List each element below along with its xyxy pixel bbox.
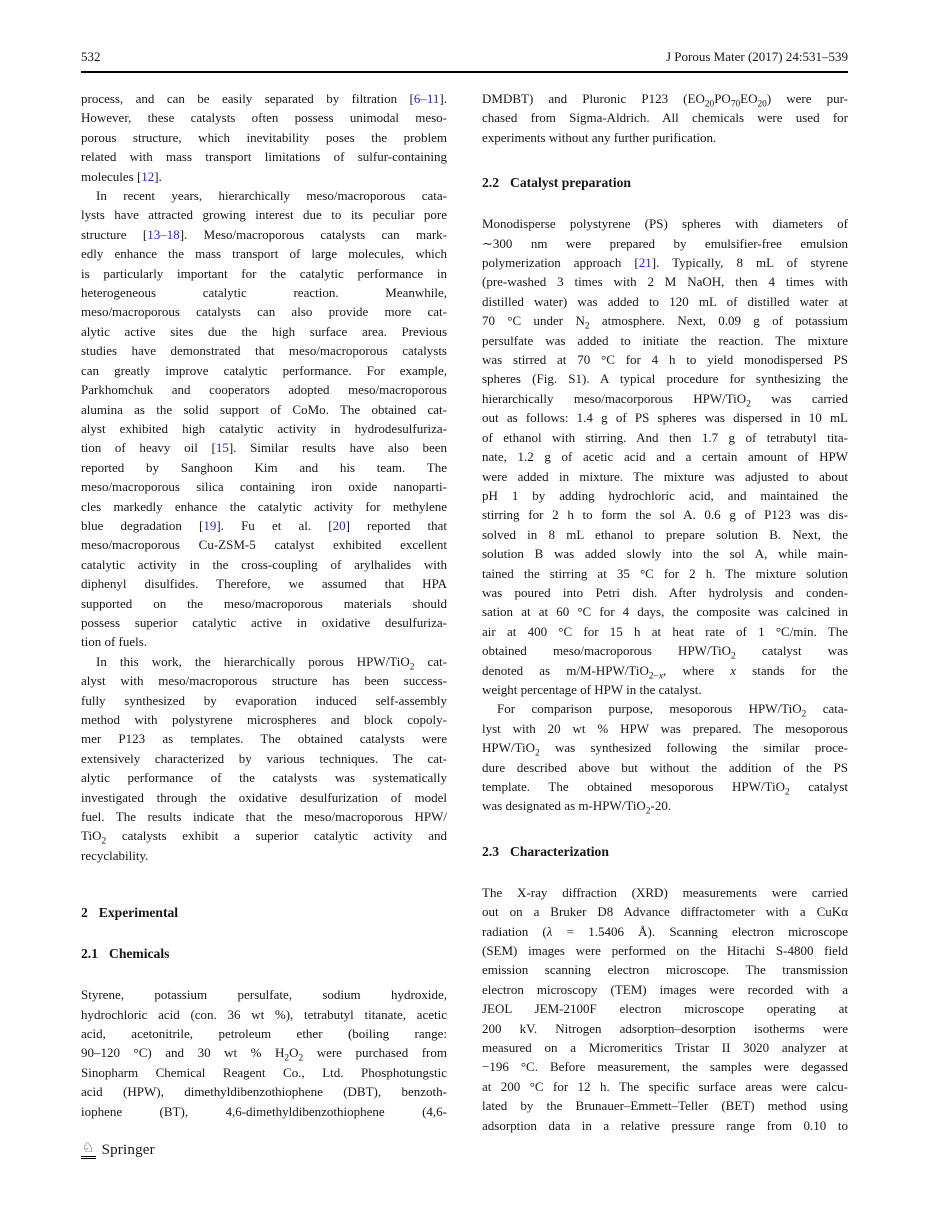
page-header: [81, 49, 848, 64]
paragraph: [81, 89, 447, 186]
section-heading: [482, 173, 848, 192]
text-line: template. The obtained mesoporous HPW/TiO$_2$ catalyst: [482, 779, 848, 797]
text-line: iophene (BT), 4,6-dimethyldibenzothiophene (4,6-: [81, 1103, 447, 1119]
text-line: adsorption data in a relative pressure range from 0.10 to: [482, 1117, 848, 1133]
paragraph: [81, 985, 447, 1121]
text-line: emission scanning electron microscope. The transmission: [482, 962, 848, 978]
text-line: stirring for 2 h to form the sol A. 0.6 g of P123 was dis-: [482, 507, 848, 523]
text-line: hydrochloric acid (con. 36 wt %), tetrabutyl titanate, acetic: [81, 1006, 447, 1022]
text-line: dure described above but without the addition of the PS: [482, 759, 848, 775]
text-line: possess superior catalytic active in oxidative desulfuriza-: [81, 614, 447, 630]
text-line: tion of heavy oil [15]. Similar results have also been: [81, 440, 447, 456]
text-line: diphenyl disulfides. Therefore, we assumed that HPA: [81, 576, 447, 592]
text-line: alyst exhibited high catalytic activity in hydrodesulfuriza-: [81, 420, 447, 436]
text-line: solved in 8 mL ethanol to prepare solution B. Next, the: [482, 526, 848, 542]
section-heading: [482, 842, 848, 861]
text-line: TiO$_2$ catalysts exhibit a superior catalytic activity and: [81, 828, 447, 846]
text-line: were added in mixture. The mixture was adjusted to about: [482, 468, 848, 484]
text-line: catalytic activity in the cross-coupling of arylhalides with: [81, 556, 447, 572]
text-line: method with polystyrene microspheres and block copoly-: [81, 712, 447, 727]
section-title: Chemicals: [109, 946, 170, 962]
text-line: can greatly improve catalytic performance. For example,: [81, 362, 447, 378]
text-line: acid, acetonitrile, petroleum ether (boiling range:: [81, 1026, 447, 1042]
text-line: air at 400 °C for 15 h at heat rate of 1 °C/min. The: [482, 623, 848, 639]
citation-link[interactable]: 19: [203, 517, 217, 533]
section-heading: [81, 903, 447, 922]
publisher-name: Springer: [101, 1142, 155, 1158]
text-line: tion of fuels.: [81, 634, 148, 650]
text-line: HPW/TiO$_2$ was synthesized following the similar proce-: [482, 740, 848, 758]
section-number: 2.3: [482, 843, 499, 859]
citation-link[interactable]: 12: [141, 168, 155, 184]
section-title: Catalyst preparation: [510, 175, 631, 191]
text-line: measured on a Micromeritics Tristar II 3020 analyzer at: [482, 1040, 848, 1056]
section-number: 2.1: [81, 946, 98, 962]
paragraph: [482, 699, 848, 815]
text-line: fuel. The results indicate that the meso/macroporous HPW/: [81, 809, 447, 825]
text-line: was designated as m-HPW/TiO$_2$-20.: [482, 798, 672, 816]
text-line: extensively characterized by various techniques. The cat-: [81, 750, 447, 766]
text-line: 90–120 °C) and 30 wt % $H_2O_2$ were purchased from: [81, 1045, 447, 1063]
text-line: lyst with 20 wt % HPW was prepared. The mesoporous: [482, 720, 848, 736]
text-line: porous structure, which inevitability poses the problem: [81, 129, 447, 145]
text-line: related with mass transport limitations of sulfur-containing: [81, 149, 447, 165]
text-line: Sinopharm Chemical Reagent Co., Ltd. Phosphotungstic: [81, 1064, 447, 1080]
paragraph: [482, 89, 848, 147]
text-line: Styrene, potassium persulfate, sodium hydroxide,: [81, 987, 447, 1003]
text-line: In this work, the hierarchically porous HPW/TiO$_2$ cat-: [96, 653, 447, 672]
text-line: pH 1 by adding hydrochloric acid, and maintained the: [482, 487, 848, 503]
text-line: alyst with meso/macroporous structure has been success-: [81, 673, 447, 689]
springer-horse-icon: ♘: [81, 1141, 96, 1159]
publisher-footer: [81, 1141, 155, 1159]
section-number: 2.2: [482, 175, 499, 191]
journal-reference: J Porous Mater (2017) 24:531–539: [666, 49, 848, 64]
text-line: −196 °C. Before measurement, the samples were degassed: [482, 1059, 848, 1075]
paragraph: [81, 186, 447, 652]
text-line: JEOL JEM-2100F electron microscope operating at: [482, 1001, 848, 1017]
text-line: lated by the Brunauer–Emmett–Teller (BET) method using: [482, 1098, 848, 1114]
text-line: blue degradation [19]. Fu et al. [20] reported that: [81, 517, 447, 533]
text-line: (SEM) images were performed on the Hitachi S-4800 field: [482, 943, 848, 959]
two-column-body: [81, 89, 848, 1135]
text-line: was stirred at 70 °C for 4 h to yield monodispersed PS: [482, 352, 848, 368]
paragraph: [81, 652, 447, 865]
text-line: of ethanol with stirring. And then 1.7 g of tetrabutyl tita-: [482, 429, 848, 445]
text-line: recyclability.: [81, 847, 149, 863]
text-line: supported on the meso/macroporous materials should: [81, 595, 447, 611]
text-line: 70 °C under $N_2$ atmosphere. Next, 0.09 g of potassium: [482, 313, 848, 331]
text-line: Parkhomchuk and cooperators adopted meso/macroporous: [81, 382, 447, 398]
text-line: DMDBT) and Pluronic P123 $(EO_{20}PO_{70}EO_{20})$ were pur-: [482, 91, 848, 109]
text-line: For comparison purpose, mesoporous HPW/TiO$_2$ cata-: [497, 701, 848, 719]
text-line: persulfate was added to initiate the reaction. The mixture: [482, 332, 848, 348]
text-line: at 200 °C for 12 h. The specific surface areas were calcu-: [482, 1078, 848, 1094]
text-line: alytic active sites due the high surface area. Previous: [81, 323, 447, 339]
text-line: meso/macroporous Cu-ZSM-5 catalyst exhibited excellent: [81, 537, 447, 553]
text-line: solution B was added slowly into the sol A, while main-: [482, 546, 848, 562]
text-line: alytic performance of the catalysts was systematically: [81, 770, 447, 786]
header-rule: [81, 71, 848, 73]
text-line: 200 kV. Nitrogen adsorption–desorption isotherms were: [482, 1020, 848, 1036]
citation-link[interactable]: 21: [638, 255, 652, 271]
text-line: experiments without any further purification.: [482, 129, 717, 145]
text-line: mer P123 as templates. The obtained catalysts were: [81, 731, 447, 747]
text-line: acid (HPW), dimethyldibenzothiophene (DBT), benzoth-: [81, 1084, 447, 1100]
text-line: hierarchically meso/macorporous HPW/TiO$_2$ was carried: [482, 390, 848, 409]
text-line: The X-ray diffraction (XRD) measurements were carried: [482, 884, 848, 900]
text-line: spheres (Fig. S1). A typical procedure for synthesizing the: [482, 371, 848, 387]
text-line: fully synthesized by evaporation induced self-assembly: [81, 692, 447, 708]
text-line: In recent years, hierarchically meso/macroporous cata-: [96, 188, 447, 204]
text-line: heterogeneous catalytic reaction. Meanwhile,: [81, 285, 447, 301]
section-title: Experimental: [98, 905, 179, 921]
text-line: denoted as m/M-HPW/TiO$_{2-x}$, where x stands for the: [482, 662, 848, 680]
text-line: However, these catalysts often possess unimodal meso-: [81, 110, 447, 126]
text-line: meso/macroporous silica containing iron oxide nanoparti-: [81, 479, 447, 495]
text-line: distilled water) was added to 120 mL of distilled water at: [482, 293, 848, 309]
section-number: 2: [81, 905, 88, 921]
text-line: cles markedly enhance the catalytic activity for methylene: [81, 498, 447, 514]
citation-link[interactable]: 6–11: [413, 91, 440, 106]
citation-link[interactable]: 13–18: [147, 226, 180, 242]
text-line: molecules [12].: [81, 168, 162, 184]
paragraph: [482, 883, 848, 1135]
text-line: alumina as the solid support of CoMo. The obtained cat-: [81, 401, 447, 417]
text-line: Monodisperse polystyrene (PS) spheres with diameters of: [482, 216, 848, 232]
text-line: ∼300 nm were prepared by emulsifier-free emulsion: [482, 235, 848, 251]
left-column: [81, 89, 447, 1135]
text-line: tained the stirring at 35 °C for 2 h. The mixture solution: [482, 565, 848, 581]
citation-link[interactable]: 15: [215, 440, 229, 456]
text-line: is particularly important for the catalytic performance in: [81, 265, 447, 281]
text-line: nate, 1.2 g of acetic acid and a certain amount of HPW: [482, 449, 848, 465]
text-line: studies have demonstrated that meso/macroporous catalysts: [81, 343, 447, 359]
text-line: was poured into Petri dish. After hydrolysis and conden-: [482, 584, 848, 600]
page-number: 532: [81, 49, 101, 64]
text-line: weight percentage of HPW in the catalyst.: [482, 681, 702, 697]
text-line: (pre-washed 3 times with 2 M NaOH, then 4 times with: [482, 274, 848, 290]
text-line: edly enhance the mass transport of large molecules, which: [81, 246, 447, 262]
citation-link[interactable]: 20: [332, 517, 346, 533]
right-column: [482, 89, 848, 1135]
text-line: structure [13–18]. Meso/macroporous catalysts can mark-: [81, 226, 447, 242]
section-heading: [81, 944, 447, 963]
text-line: meso/macroporous catalysts can also provide more cat-: [81, 304, 447, 320]
section-title: Characterization: [510, 843, 609, 859]
text-line: radiation (λ = 1.5406 Å). Scanning electron microscope: [482, 923, 848, 939]
text-line: chased from Sigma-Aldrich. All chemicals were used for: [482, 110, 848, 126]
text-line: reported by Sanghoon Kim and his team. The: [81, 459, 447, 475]
text-line: investigated through the oxidative desulfurization of model: [81, 789, 447, 805]
text-line: polymerization approach [21]. Typically, 8 mL of styrene: [482, 255, 848, 271]
text-line: electron microscopy (TEM) images were recorded with a: [482, 981, 848, 997]
paragraph: [482, 214, 848, 699]
text-line: out as follows: 1.4 g of PS spheres was dispersed in 10 mL: [482, 410, 848, 426]
text-line: out on a Bruker D8 Advance diffractometer with a CuKα: [482, 904, 848, 920]
text-line: process, and can be easily separated by filtration [6–11].: [81, 91, 447, 106]
text-line: lysts have attracted growing interest due to its peculiar pore: [81, 207, 447, 223]
text-line: obtained meso/macroporous HPW/TiO$_2$ catalyst was: [482, 643, 848, 661]
text-line: sation at at 60 °C for 4 days, the composite was calcined in: [482, 604, 848, 620]
